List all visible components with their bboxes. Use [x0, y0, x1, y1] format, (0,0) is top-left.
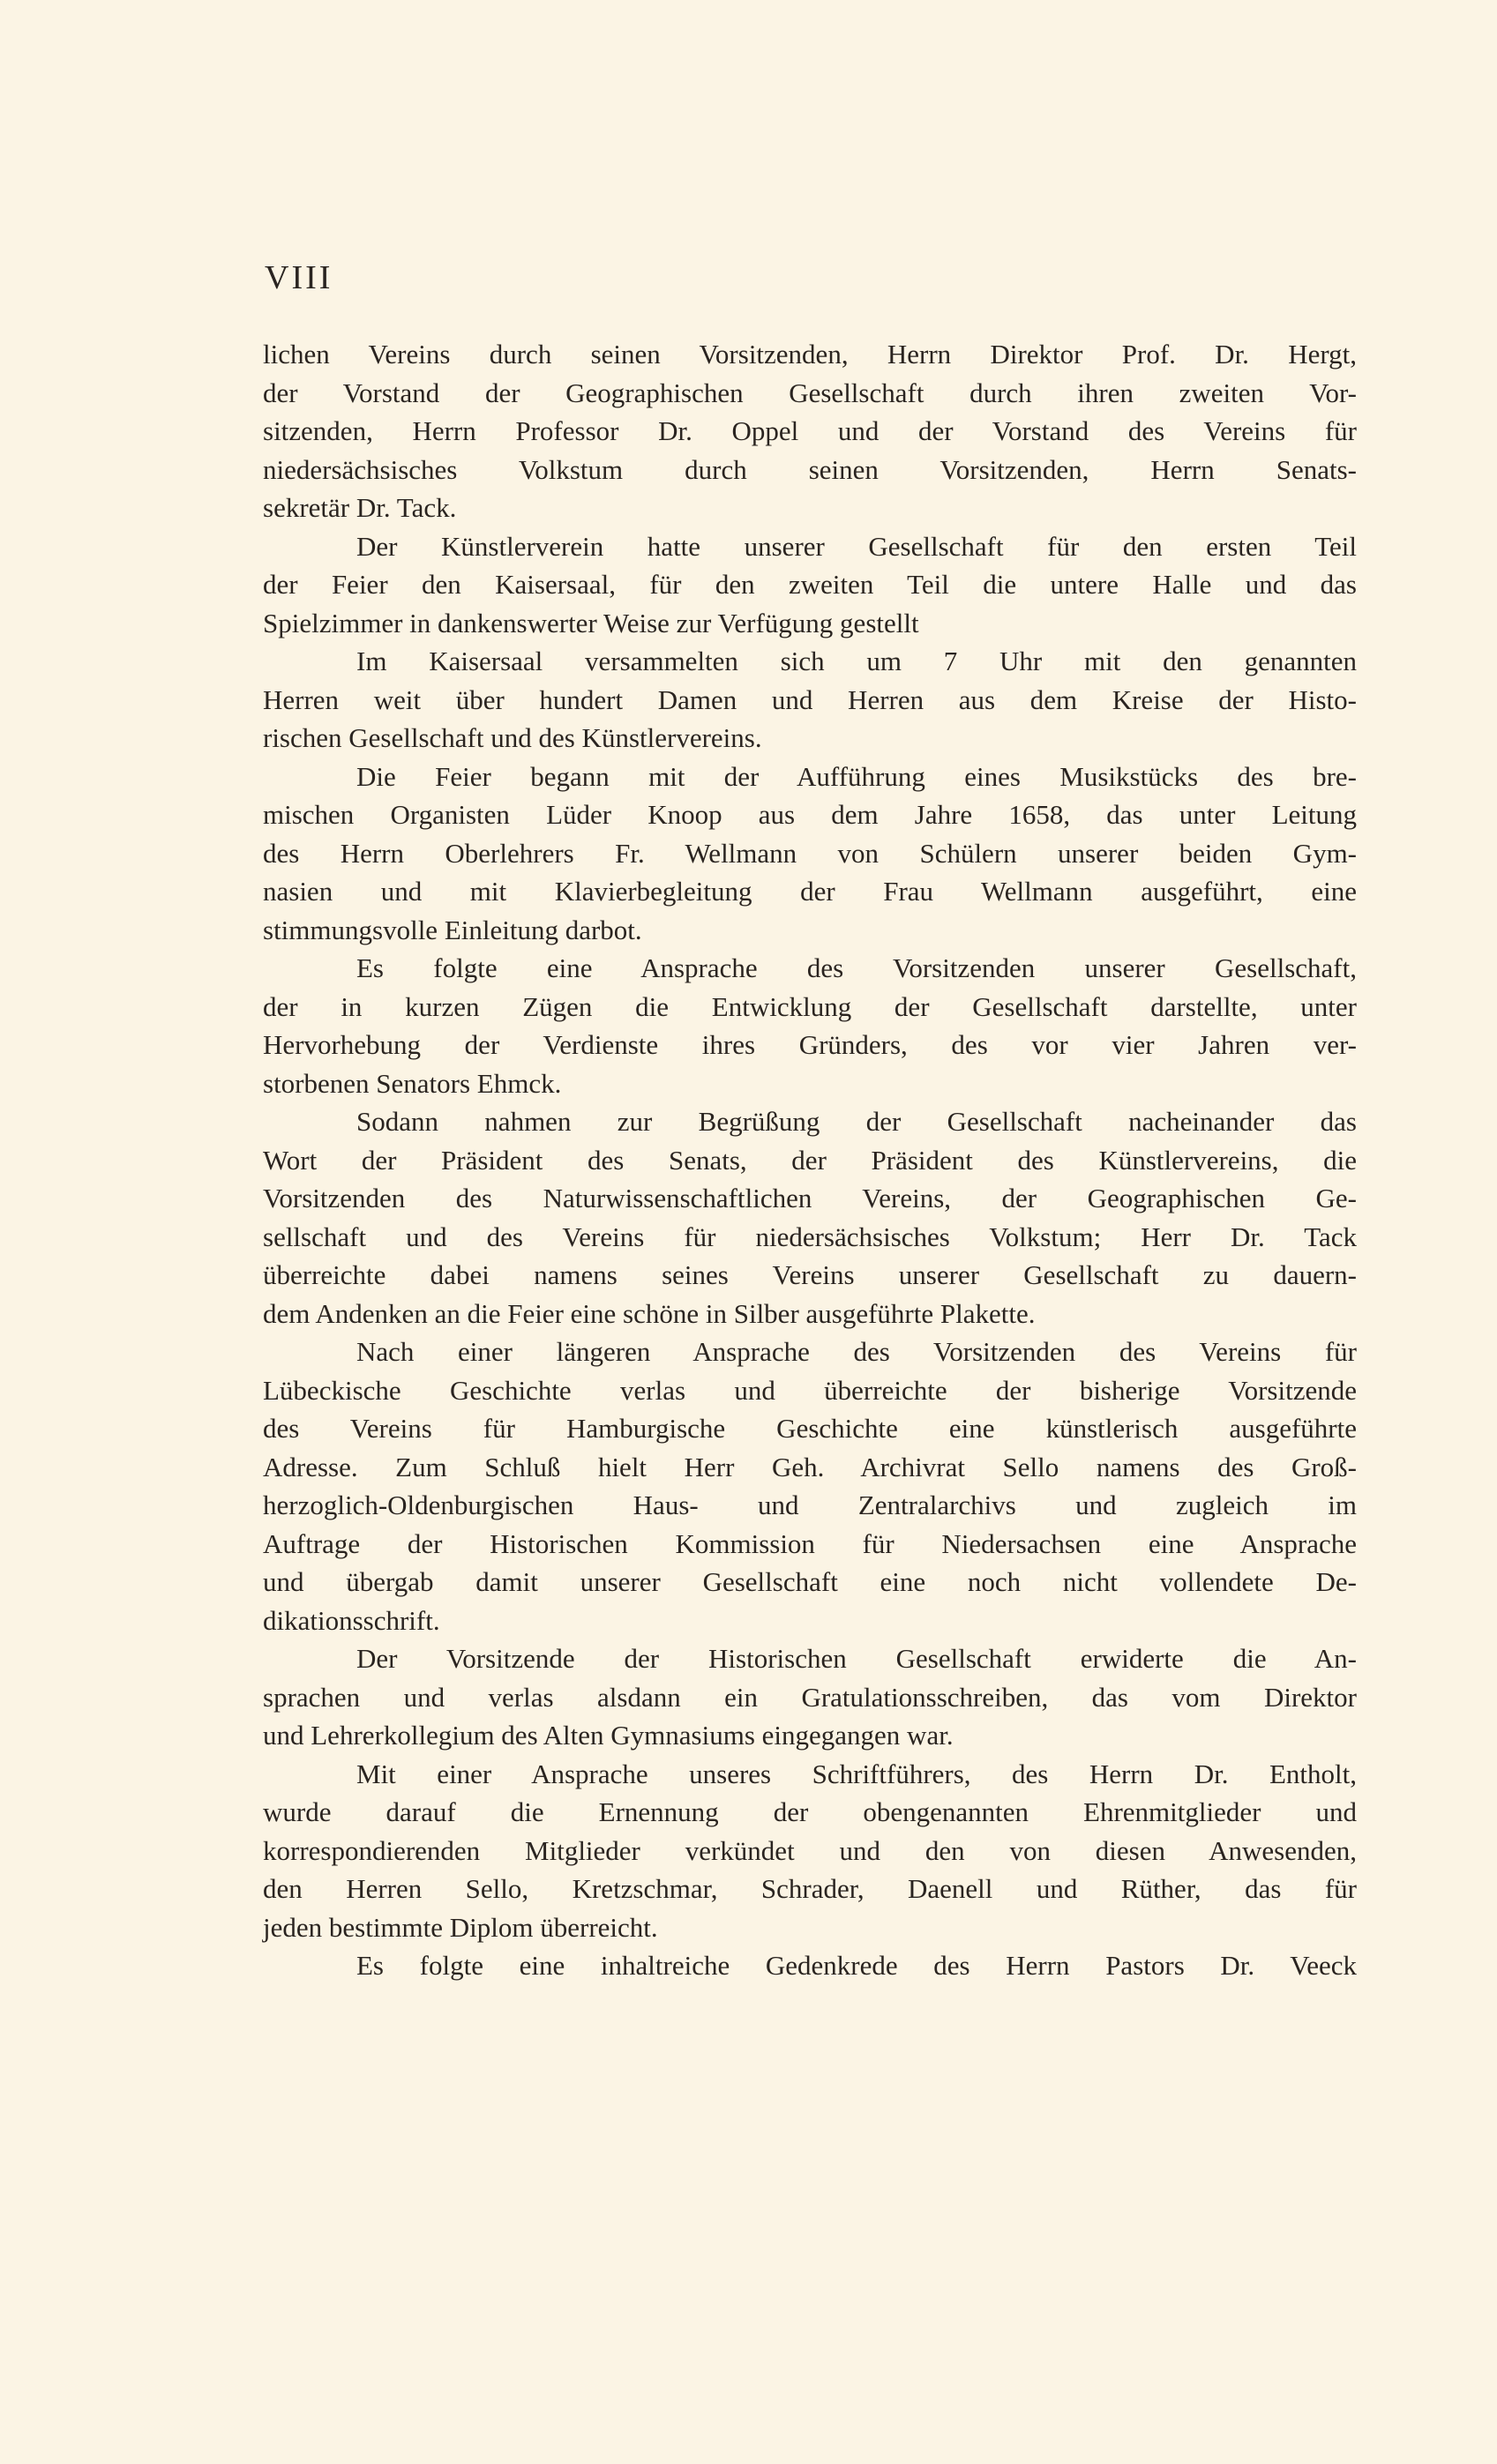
text-line: Die Feier begann mit der Aufführung eines Musikstücks des bre- — [356, 760, 1357, 792]
text-line: Im Kaisersaal versammelten sich um 7 Uhr mit den genannten — [356, 646, 1357, 676]
text-line: storbenen Senators Ehmck. — [263, 1067, 562, 1099]
text-line: rischen Gesellschaft und des Künstlervereins. — [263, 722, 762, 753]
page-number: VIII — [265, 259, 333, 296]
text-line: Mit einer Ansprache unseres Schriftführers, des Herrn Dr. Entholt, — [356, 1758, 1357, 1789]
text-line: des Herrn Oberlehrers Fr. Wellmann von Schülern unserer beiden Gym- — [263, 837, 1357, 869]
text-line: nasien und mit Klavierbegleitung der Frau Wellmann ausgeführt, eine — [263, 876, 1357, 907]
text-line: dem Andenken an die Feier eine schöne in Silber ausgeführte Plakette. — [263, 1297, 1036, 1329]
text-line: Auftrage der Historischen Kommission für Niedersachsen eine Ansprache — [263, 1527, 1357, 1559]
text-line: Herren weit über hundert Damen und Herren aus dem Kreise der Histo- — [263, 683, 1357, 715]
text-line: der in kurzen Zügen die Entwicklung der Gesellschaft darstellte, unter — [263, 990, 1357, 1022]
text-line: sellschaft und des Vereins für niedersächsisches Volkstum; Herr Dr. Tack — [263, 1221, 1357, 1252]
text-line: niedersächsisches Volkstum durch seinen Vorsitzenden, Herrn Senats- — [263, 453, 1357, 485]
text-line: Hervorhebung der Verdienste ihres Gründers, des vor vier Jahren ver- — [263, 1029, 1357, 1060]
text-line: jeden bestimmte Diplom überreicht. — [263, 1911, 658, 1943]
text-line: den Herren Sello, Kretzschmar, Schrader, Daenell und Rüther, das für — [263, 1873, 1357, 1904]
text-line: wurde darauf die Ernennung der obengenannten Ehrenmitglieder und — [263, 1796, 1357, 1827]
text-line: Vorsitzenden des Naturwissenschaftlichen Vereins, der Geographischen Ge- — [263, 1183, 1357, 1213]
text-line: der Feier den Kaisersaal, für den zweiten Teil die untere Halle und das — [263, 569, 1357, 600]
text-line: Es folgte eine Ansprache des Vorsitzenden unserer Gesellschaft, — [356, 952, 1357, 983]
text-line: und übergab damit unserer Gesellschaft eine noch nicht vollendete De- — [263, 1566, 1357, 1597]
text-line: dikationsschrift. — [263, 1604, 440, 1636]
text-line: sprachen und verlas alsdann ein Gratulationsschreiben, das vom Direktor — [263, 1681, 1357, 1713]
text-line: überreichte dabei namens seines Vereins unserer Gesellschaft zu dauern- — [263, 1259, 1357, 1290]
text-line: des Vereins für Hamburgische Geschichte eine künstlerisch ausgeführte — [263, 1413, 1357, 1444]
text-line: Adresse. Zum Schluß hielt Herr Geh. Archivrat Sello namens des Groß- — [263, 1451, 1357, 1482]
text-line: Spielzimmer in dankenswerter Weise zur Verfügung gestellt — [263, 607, 919, 638]
text-line: Nach einer längeren Ansprache des Vorsitzenden des Vereins für — [356, 1336, 1357, 1367]
text-line: mischen Organisten Lüder Knoop aus dem Jahre 1658, das unter Leitung — [263, 799, 1357, 830]
text-line: korrespondierenden Mitglieder verkündet und den von diesen Anwesenden, — [263, 1834, 1357, 1866]
text-line: sitzenden, Herrn Professor Dr. Oppel und der Vorstand des Vereins für — [263, 415, 1357, 446]
text-line: Es folgte eine inhaltreiche Gedenkrede des Herrn Pastors Dr. Veeck — [356, 1950, 1357, 1981]
text-line: stimmungsvolle Einleitung darbot. — [263, 914, 642, 945]
text-line: Wort der Präsident des Senats, der Präsident des Künstlervereins, die — [263, 1144, 1357, 1176]
text-line: und Lehrerkollegium des Alten Gymnasiums eingegangen war. — [263, 1720, 954, 1751]
text-line: lichen Vereins durch seinen Vorsitzenden, Herrn Direktor Prof. Dr. Hergt, — [263, 339, 1357, 370]
text-line: Der Künstlerverein hatte unserer Gesellschaft für den ersten Teil — [356, 530, 1357, 562]
text-line: Sodann nahmen zur Begrüßung der Gesellschaft nacheinander das — [356, 1106, 1357, 1137]
text-line: Der Vorsitzende der Historischen Gesellschaft erwiderte die An- — [356, 1643, 1357, 1674]
text-line: der Vorstand der Geographischen Gesellschaft durch ihren zweiten Vor- — [263, 377, 1357, 408]
text-line: sekretär Dr. Tack. — [263, 492, 457, 523]
body-text — [263, 335, 1357, 1985]
text-line: Lübeckische Geschichte verlas und überreichte der bisherige Vorsitzende — [263, 1374, 1357, 1406]
text-line: herzoglich-Oldenburgischen Haus- und Zentralarchivs und zugleich im — [263, 1490, 1357, 1520]
